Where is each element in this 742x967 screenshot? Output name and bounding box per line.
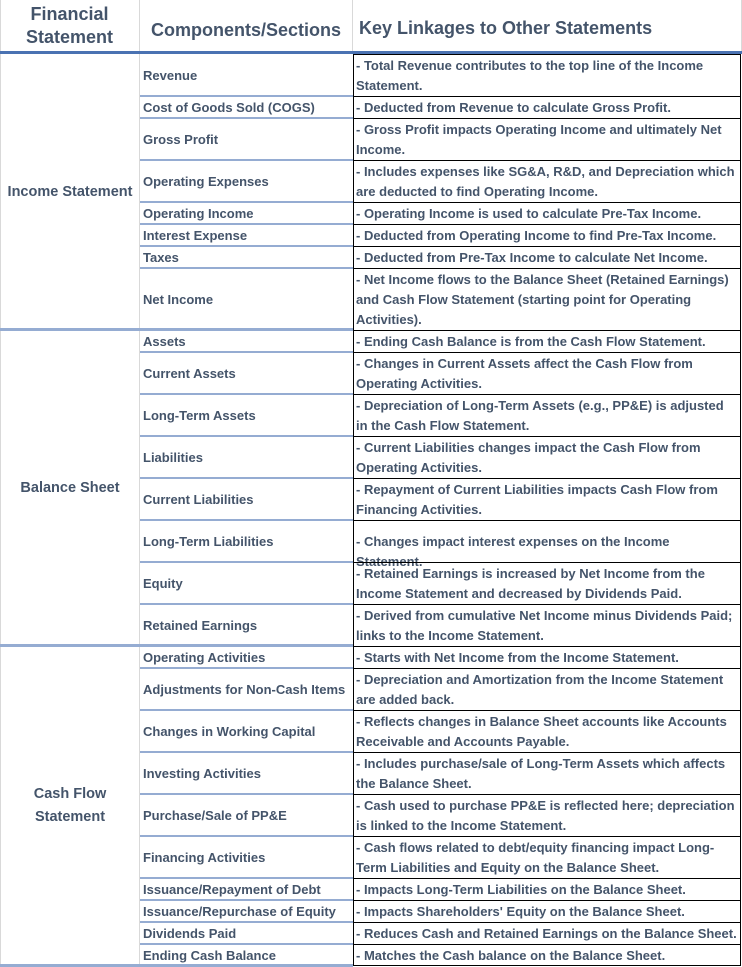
header-col1-line1: Financial [30, 4, 109, 24]
component-cell: Issuance/Repurchase of Equity [143, 903, 336, 919]
linkage-cell: - Total Revenue contributes to the top line of the Income Statement. [353, 54, 741, 97]
linkage-cell: - Impacts Long-Term Liabilities on the Balance Sheet. [353, 878, 741, 901]
linkage-cell: - Current Liabilities changes impact the Cash Flow from Operating Activities. [353, 436, 741, 479]
section-cash-flow-line2: Statement [34, 809, 106, 825]
component-cell: Taxes [143, 249, 179, 265]
component-cell: Adjustments for Non-Cash Items [143, 681, 346, 697]
component-cell: Interest Expense [143, 227, 248, 243]
component-cell: Changes in Working Capital [143, 723, 316, 739]
section-cash-flow-line1: Cash Flow [33, 786, 107, 802]
linkage-cell: - Deducted from Revenue to calculate Gross Profit. [353, 96, 741, 119]
header-key-linkages: Key Linkages to Other Statements [359, 17, 653, 38]
component-cell: Current Liabilities [143, 491, 254, 507]
linkage-cell: - Matches the Cash balance on the Balance Sheet. [353, 944, 741, 966]
linkage-cell: - Includes purchase/sale of Long-Term Assets which affects the Balance Sheet. [353, 752, 741, 795]
header-components-sections: Components/Sections [150, 19, 342, 40]
linkage-cell: - Deducted from Pre-Tax Income to calculate Net Income. [353, 246, 741, 269]
linkage-cell: - Reflects changes in Balance Sheet accounts like Accounts Receivable and Accounts Payable. [353, 710, 741, 753]
component-cell: Issuance/Repayment of Debt [143, 881, 321, 897]
component-cell: Revenue [143, 67, 198, 83]
component-cell: Investing Activities [143, 765, 261, 781]
linkage-cell: - Cash used to purchase PP&E is reflected here; depreciation is linked to the Income Statement. [353, 794, 741, 837]
component-cell: Operating Income [143, 205, 254, 221]
component-cell: Financing Activities [143, 849, 266, 865]
component-cell: Dividends Paid [143, 925, 237, 941]
component-cell: Operating Activities [143, 649, 266, 665]
component-cell: Net Income [143, 291, 214, 307]
linkage-cell: - Ending Cash Balance is from the Cash Flow Statement. [353, 330, 741, 353]
linkage-cell: - Derived from cumulative Net Income minus Dividends Paid; links to the Income Statement. [353, 604, 741, 647]
component-cell: Ending Cash Balance [143, 947, 276, 963]
component-cell: Liabilities [143, 449, 203, 465]
linkage-cell: - Deducted from Operating Income to find Pre-Tax Income. [353, 224, 741, 247]
component-cell: Long-Term Assets [143, 407, 256, 423]
component-cell: Purchase/Sale of PP&E [143, 807, 287, 823]
linkage-cell: - Impacts Shareholders' Equity on the Balance Sheet. [353, 900, 741, 923]
header-col1-line2: Statement [25, 27, 114, 47]
section-balance-sheet: Balance Sheet [20, 479, 120, 496]
linkage-cell: - Changes in Current Assets affect the Cash Flow from Operating Activities. [353, 352, 741, 395]
linkage-cell: - Depreciation and Amortization from the Income Statement are added back. [353, 668, 741, 711]
linkage-cell: - Gross Profit impacts Operating Income and ultimately Net Income. [353, 118, 741, 161]
header-financial-statement [0, 0, 139, 52]
component-cell: Cost of Goods Sold (COGS) [143, 99, 315, 115]
linkage-cell: - Net Income flows to the Balance Sheet (Retained Earnings) and Cash Flow Statement (starting point for Operating Activities). [353, 268, 741, 331]
linkage-cell: - Reduces Cash and Retained Earnings on the Balance Sheet. [353, 922, 741, 945]
linkage-cell: - Changes impact interest expenses on the Income Statement. [353, 520, 741, 563]
section-income-statement: Income Statement [7, 183, 133, 200]
linkage-cell: - Starts with Net Income from the Income Statement. [353, 646, 741, 669]
linkage-cell: - Depreciation of Long-Term Assets (e.g., PP&E) is adjusted in the Cash Flow Statement. [353, 394, 741, 437]
component-cell: Long-Term Liabilities [143, 533, 274, 549]
linkage-cell: - Cash flows related to debt/equity financing impact Long-Term Liabilities and Equity on the Balance Sheet. [353, 836, 741, 879]
component-cell: Retained Earnings [143, 617, 258, 633]
component-cell: Assets [143, 333, 186, 349]
linkage-cell: - Retained Earnings is increased by Net Income from the Income Statement and decreased by Dividends Paid. [353, 562, 741, 605]
component-cell: Operating Expenses [143, 173, 269, 189]
component-cell: Gross Profit [143, 131, 219, 147]
linkage-cell: - Repayment of Current Liabilities impacts Cash Flow from Financing Activities. [353, 478, 741, 521]
linkage-cell: - Operating Income is used to calculate Pre-Tax Income. [353, 202, 741, 225]
component-cell: Current Assets [143, 365, 236, 381]
linkage-cell: - Includes expenses like SG&A, R&D, and Depreciation which are deducted to find Operating Income. [353, 160, 741, 203]
component-cell: Equity [143, 575, 183, 591]
section-cash-flow-statement [0, 646, 140, 966]
